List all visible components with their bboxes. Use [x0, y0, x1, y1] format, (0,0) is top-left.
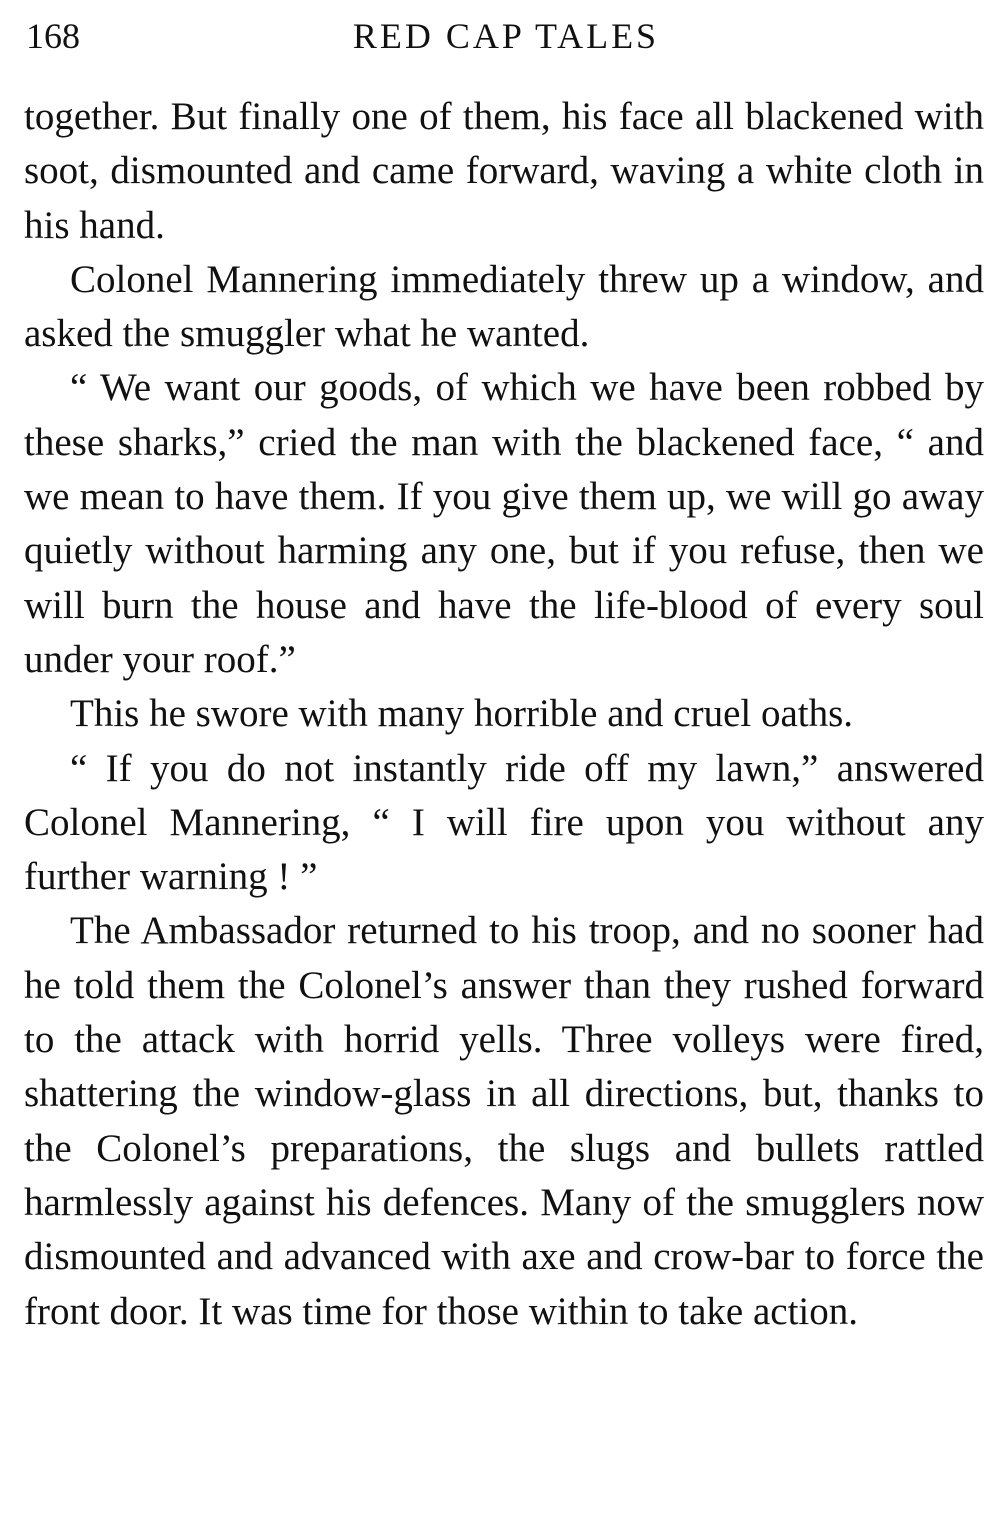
page-header	[26, 10, 986, 62]
paragraph-1: together. But finally one of them, his face all blackened with soot, dismounted and came forward, waving a white cloth in his hand.	[24, 95, 984, 247]
paragraph-5: “ If you do not instantly ride off my lawn,” answered Colonel Mannering, “ I will fire upon you without any further warning ! ”	[24, 746, 984, 899]
running-title: RED CAP TALES	[352, 16, 660, 56]
paragraph-3: “ We want our goods, of which we have been robbed by these sharks,” cried the man with the blackened face, “ and we mean to have them. If you give them up, we will go away quietly without harming any one, but if you refuse, then we will burn the house and have the life-blood of every soul under your roof.”	[24, 366, 984, 681]
paragraph-6: The Ambassador returned to his troop, and no sooner had he told them the Colonel’s answer than they rushed forward to the attack with horrid yells. Three volleys were fired, shattering the window-glass in all directions, but, thanks to the Colonel’s preparations, the slugs and bullets rattled harmlessly against his defences. Many of the smugglers now dismounted and advanced with axe and crow-bar to force the front door. It was time for those within to take action.	[24, 909, 984, 1333]
page-number: 168	[26, 16, 80, 56]
paragraph-4: This he swore with many horrible and cruel oaths.	[70, 692, 854, 736]
body-text	[24, 90, 984, 1339]
paragraph-2: Colonel Mannering immediately threw up a window, and asked the smuggler what he wanted.	[24, 257, 984, 356]
